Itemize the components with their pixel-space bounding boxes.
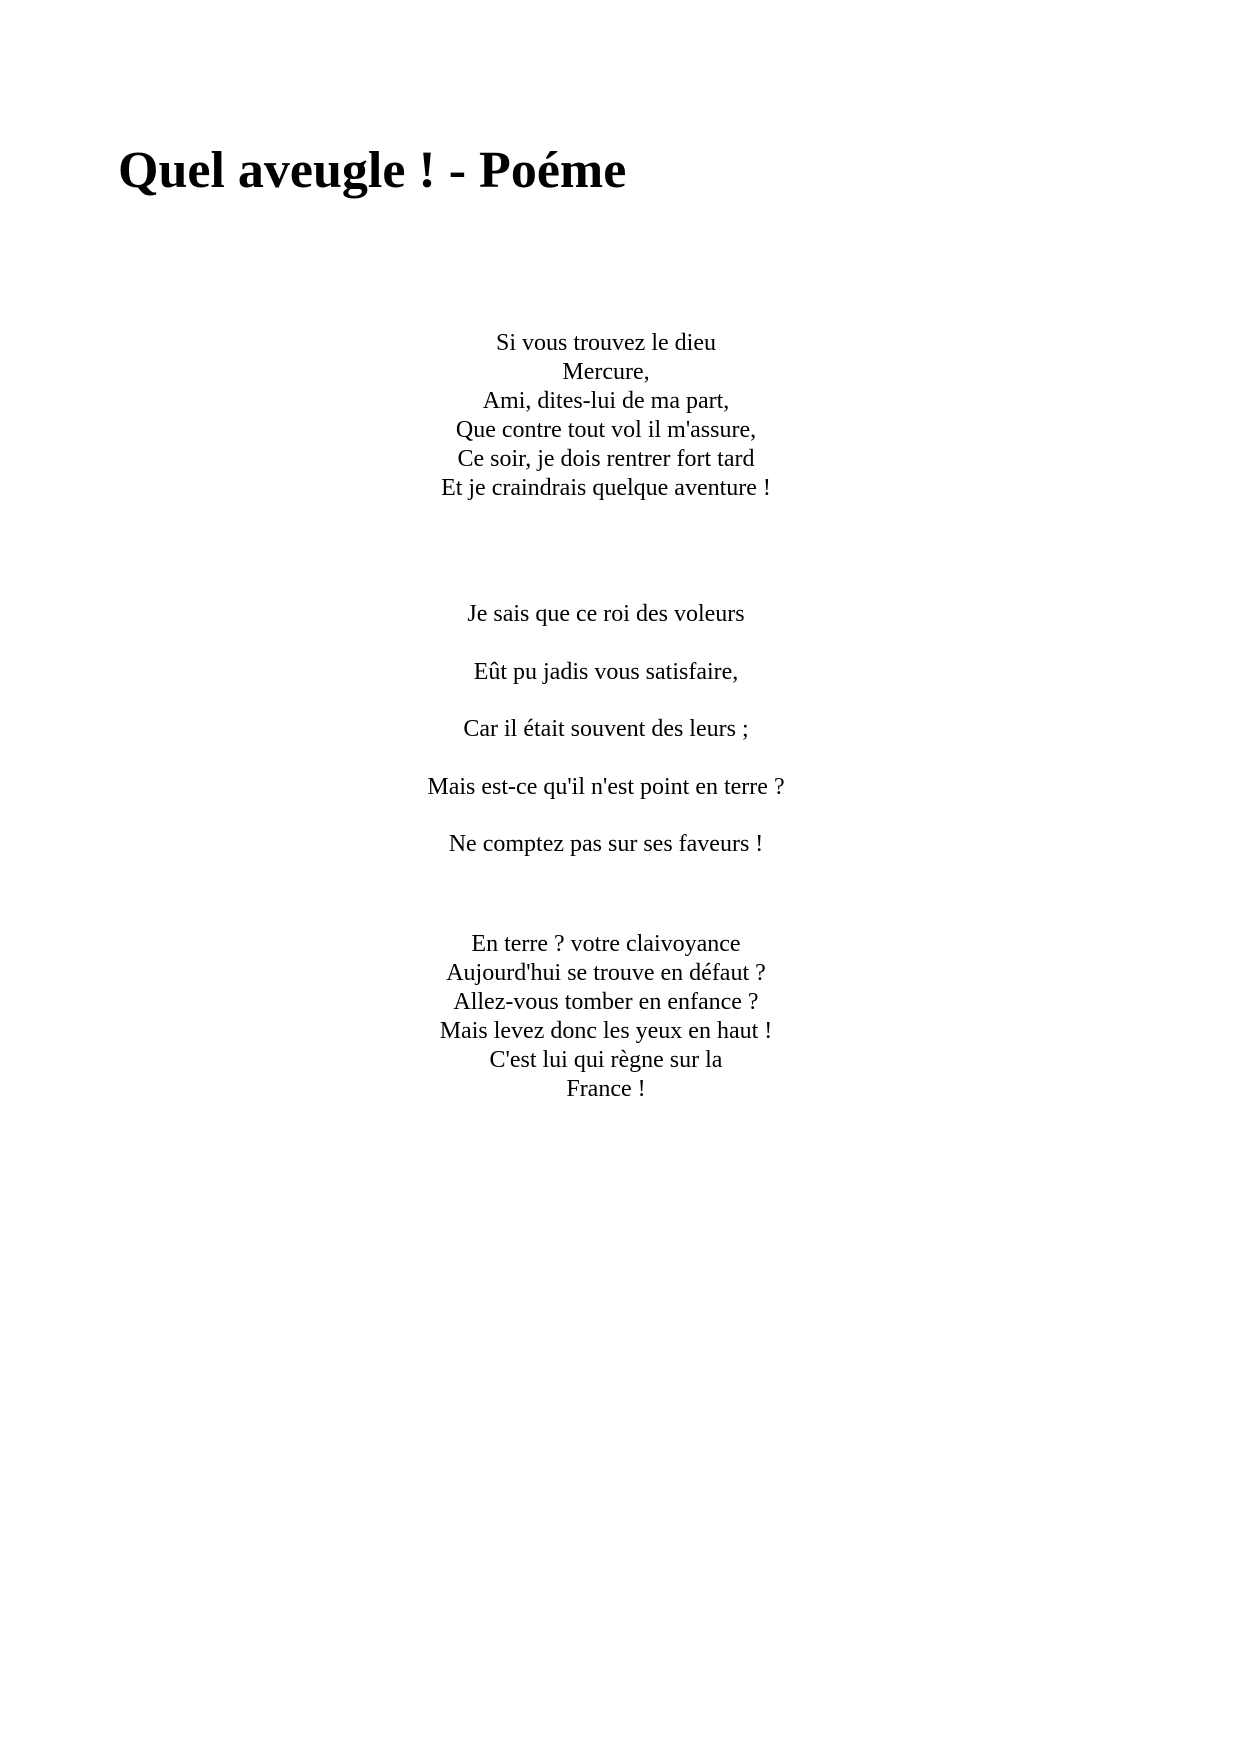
poem-line: C'est lui qui règne sur la [489, 1047, 723, 1073]
poem-line: En terre ? votre claivoyance [471, 931, 741, 957]
poem-line: France ! [566, 1076, 646, 1102]
poem-line: Je sais que ce roi des voleurs [467, 601, 745, 627]
poem-line: Eût pu jadis vous satisfaire, [473, 658, 739, 685]
poem-line: Et je craindrais quelque aventure ! [441, 475, 771, 501]
poem-line: Que contre tout vol il m'assure, [455, 417, 757, 443]
stanza-2 [0, 586, 1212, 874]
poem-line: Car il était souvent des leurs ; [463, 716, 749, 742]
poem-line: Mais est-ce qu'il n'est point en terre ? [427, 773, 785, 800]
poem-line: Mercure, [562, 359, 650, 385]
poem-line: Ce soir, je dois rentrer fort tard [457, 446, 755, 472]
page-title: Quel aveugle ! - Poéme [118, 142, 627, 199]
stanza-3 [0, 930, 1212, 1104]
stanza-1 [0, 329, 1212, 503]
poem-line: Mais levez donc les yeux en haut ! [439, 1018, 773, 1044]
poem-line: Ami, dites-lui de ma part, [482, 388, 730, 414]
poem-line: Ne comptez pas sur ses faveurs ! [448, 831, 764, 857]
poem-line: Si vous trouvez le dieu [496, 330, 716, 356]
poem-line: Aujourd'hui se trouve en défaut ? [446, 960, 766, 986]
poem-line: Allez-vous tomber en enfance ? [453, 989, 759, 1015]
